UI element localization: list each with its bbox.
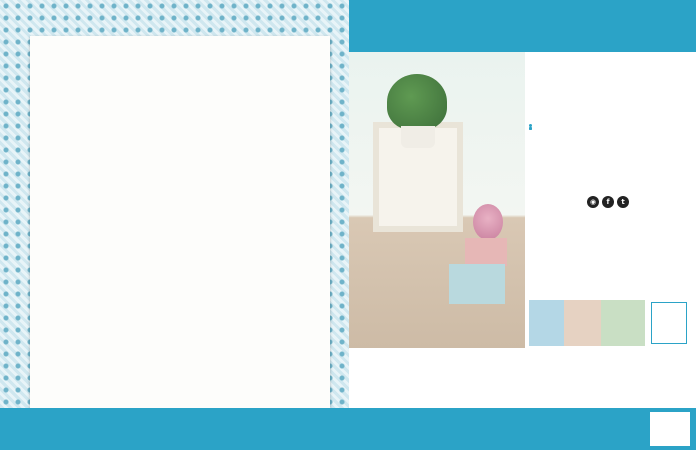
instagram-icon[interactable]: ◉ — [587, 196, 599, 208]
social-icons — [587, 196, 629, 208]
pink-box-illustration — [465, 238, 507, 266]
magazine-covers — [529, 300, 645, 346]
article-columns — [116, 128, 352, 450]
header-banner — [349, 0, 696, 52]
twitter-icon[interactable]: t — [617, 196, 629, 208]
facebook-icon[interactable]: f — [602, 196, 614, 208]
article-sheet — [30, 36, 330, 428]
blue-box-illustration — [449, 264, 505, 304]
article-column-2 — [239, 128, 352, 450]
footer-band — [0, 408, 696, 450]
plant-illustration — [387, 74, 447, 130]
right-page — [349, 0, 696, 450]
brand-badge — [650, 412, 690, 446]
interior-photo — [349, 52, 525, 348]
article-column-1 — [116, 128, 229, 450]
discount-coupon — [651, 302, 687, 344]
benefits-list — [529, 122, 689, 125]
pot-illustration — [401, 126, 435, 148]
flowers-illustration — [473, 204, 503, 240]
